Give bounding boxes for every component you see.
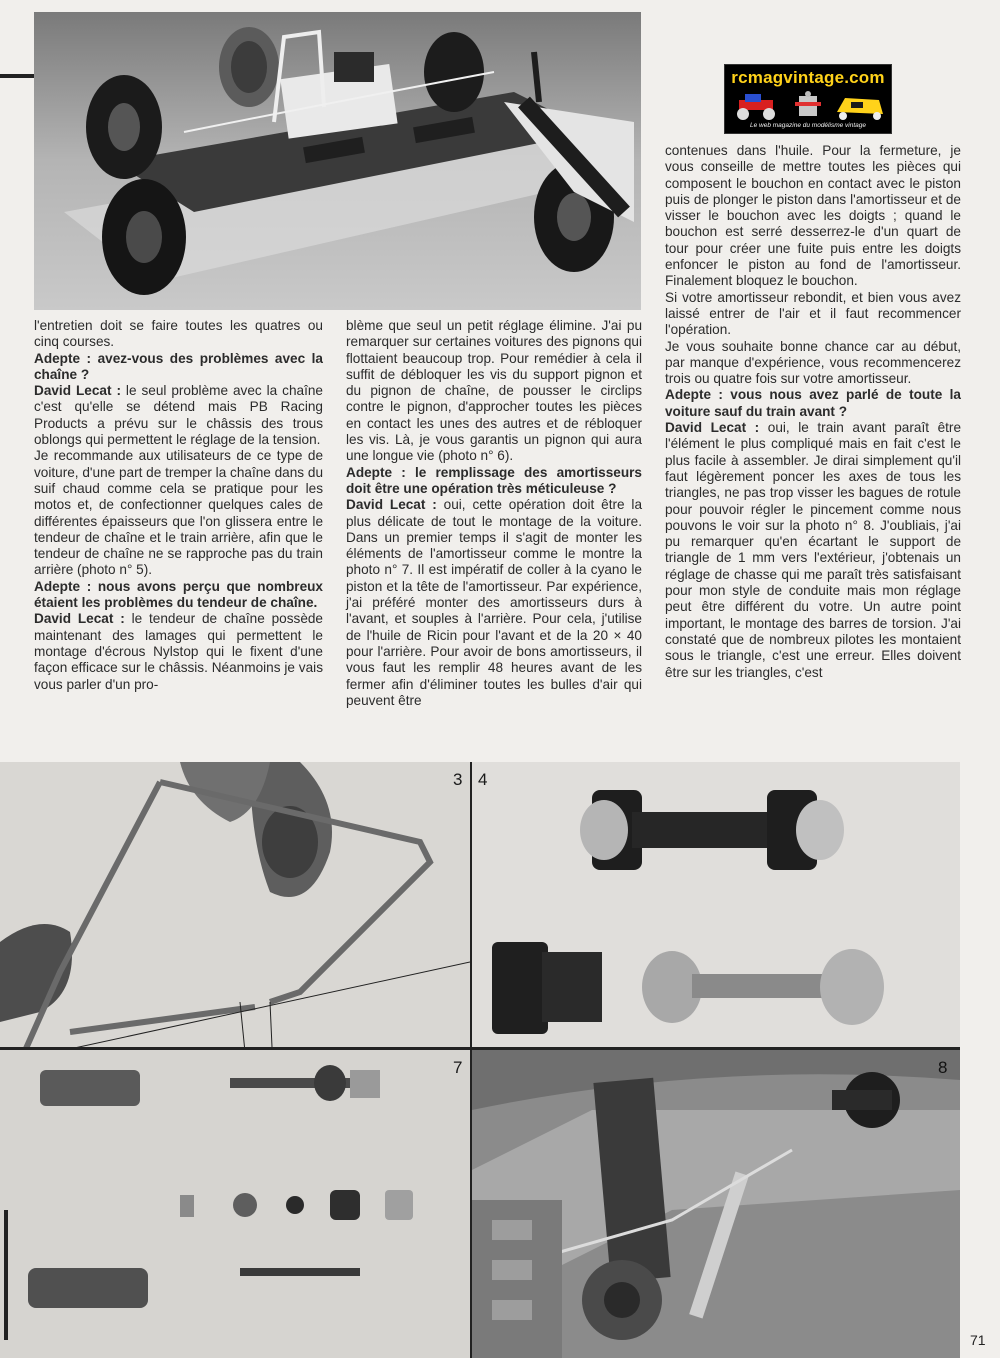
photo-torsion-bar: [0, 762, 470, 1047]
interview-answer: [346, 497, 642, 709]
answer-text: le tendeur de chaîne possède maintenant des lamages qui permettent le montage d'écrous Nylstop qui le fixent d'une façon efficace sur le châssis. Néanmoins je vais vous parler d'un pro-: [34, 611, 323, 692]
text-column-1: [34, 318, 323, 693]
text-run: contenues dans l'huile. Pour la fermeture, je vous conseille de mettre toutes les pièces qui composent le bouchon en contact avec le piston puis de plonger le piston dans l'amortisseur et de visser le bouchon avec les doigts ; quand le bouchon est serré desserrez-le d'un quart de tour pour créer une fuite puis entre les doigts enfoncer le piston au fond de l'amortisseur. Finalement bloquez le bouchon.: [665, 143, 961, 289]
text-run: Je vous souhaite bonne chance car au début, par manque d'expérience, vous recommencerez trois ou quatre fois sur votre amortisseur.: [665, 338, 961, 387]
rc-car-photo: [34, 12, 641, 310]
interview-answer: [34, 383, 323, 448]
question-text: Adepte : nous avons perçu que nombreux étaient les problèmes du tendeur de chaîne.: [34, 578, 323, 611]
shock-parts-photo-icon: [472, 762, 960, 1047]
text-run: blème que seul un petit réglage élimine. J'ai pu remarquer sur certaines voitures des pignons qui flottaient beaucoup trop. Pour remédier à cela il suffit de débloquer les vis du support pignon et du pignon de chaîne, de pousser le circlips contre le pignon, d'approcher toutes les pièces en contact les unes des autres et de rébloquer les vis. Là, je vous garantis un pignon qui aura une longue vie (photo n° 6).: [346, 318, 642, 464]
section-rule: [0, 74, 34, 78]
question-text: Adepte : le remplissage des amortisseurs doit être une opération très méticuleuse ?: [346, 464, 642, 496]
interview-question: [34, 351, 323, 384]
photo-divider-horizontal: [0, 1047, 960, 1050]
logo-title: rcmagvintage.com: [731, 68, 885, 87]
logo-subtitle: Le web magazine du modélisme vintage: [750, 122, 866, 129]
photo-number-7: 7: [453, 1058, 463, 1077]
logo-art-icon: [733, 90, 885, 122]
interview-question: [665, 387, 961, 420]
answer-text: oui, cette opération doit être la plus délicate de tout le montage de la voiture. Dans un premier temps il s'agit de monter les éléments de l'amortisseur comme le montre la photo n° 7. Il est impératif de coller à la cyano le piston et la tête de l'amortisseur. Par expérience, j'ai préféré monter des amortisseurs durs à l'avant, et souples à l'arrière. Pour cela, j'utilise de l'huile de Ricin pour l'avant et de la 20 × 40 pour l'arrière. Pour avoir de bons amortisseurs, il vous faut les remplir 48 heures avant de les fermer afin d'éliminer toutes les bulles d'air qui peuvent être: [346, 497, 643, 708]
paragraph: [665, 290, 961, 339]
torsion-bar-photo-icon: [0, 762, 470, 1047]
photo-front-train: [472, 1050, 960, 1358]
speaker-name: David Lecat :: [346, 497, 437, 513]
shock-components-photo-icon: [0, 1050, 470, 1358]
rcmagvintage-logo: [724, 64, 892, 134]
paragraph: [34, 448, 323, 578]
interview-answer: [665, 420, 961, 681]
speaker-name: David Lecat :: [665, 420, 760, 436]
text-column-2: [346, 318, 642, 709]
text-run: l'entretien doit se faire toutes les quatres ou cinq courses.: [34, 318, 323, 350]
answer-text: oui, le train avant paraît être l'élément le plus compliqué mais en fait c'est le plus facile à assembler. Je dirai simplement qu'il faut légèrement poncer les axes de tous les triangles, ne pas trop visser les bagues de rotule pour pouvoir régler le pincement comme nous pouvons le voir sur la photo n° 8. J'oubliais, j'ai pu remarquer qu'en écartant le support de triangle de 1 mm vers l'extérieur, j'obtenais un réglage de chasse qui me paraît très satisfaisant pour mon style de conduite mais mon réglage peut être différent du votre. Un autre point important, le montage des barres de torsion. J'ai constaté que de nombreux pilotes les montaient sous le triangle, c'est une erreur. Elles doivent être sur les triangles, c'est: [665, 420, 962, 680]
margin-rule: [4, 1210, 8, 1340]
photo-shock-components: [0, 1050, 470, 1358]
speaker-name: David Lecat :: [34, 383, 121, 399]
page-number: 71: [970, 1332, 986, 1348]
photo-number-3: 3: [453, 770, 463, 789]
paragraph: [346, 318, 642, 465]
speaker-name: David Lecat :: [34, 611, 125, 627]
photo-shock-parts: [472, 762, 960, 1047]
photo-number-4: 4: [478, 770, 488, 789]
text-run: Si votre amortisseur rebondit, et bien vous avez laissé entrer de l'air et il faut recommencer l'opération.: [665, 289, 961, 338]
photo-divider-vertical: [470, 762, 472, 1358]
paragraph: [665, 143, 961, 290]
question-text: Adepte : vous nous avez parlé de toute la voiture sauf du train avant ?: [665, 387, 961, 419]
interview-answer: [34, 611, 323, 692]
photo-number-8: 8: [938, 1058, 948, 1077]
answer-text: le seul problème avec la chaîne c'est qu'elle se détend mais PB Racing Products a prévu sur le châssis des trous oblongs qui permettent le réglage de la tension.: [34, 383, 323, 448]
paragraph: [34, 318, 323, 351]
front-train-photo-icon: [472, 1050, 960, 1358]
text-run: Je recommande aux utilisateurs de ce type de voiture, d'une part de tremper la chaîne dans du suif chaud comme cela se pratique pour les motos et, de confectionner quelques cales de différentes épaisseurs que l'on glissera entre le tendeur de chaîne et le train arrière, afin que le tendeur de chaîne ne se rapproche pas du train arrière (photo n° 5).: [34, 448, 323, 578]
question-text: Adepte : avez-vous des problèmes avec la chaîne ?: [34, 350, 323, 382]
rc-car-photo-icon: [34, 12, 641, 310]
interview-question: [346, 465, 642, 498]
interview-question: [34, 579, 323, 612]
paragraph: [665, 339, 961, 388]
text-column-3: [665, 143, 961, 681]
